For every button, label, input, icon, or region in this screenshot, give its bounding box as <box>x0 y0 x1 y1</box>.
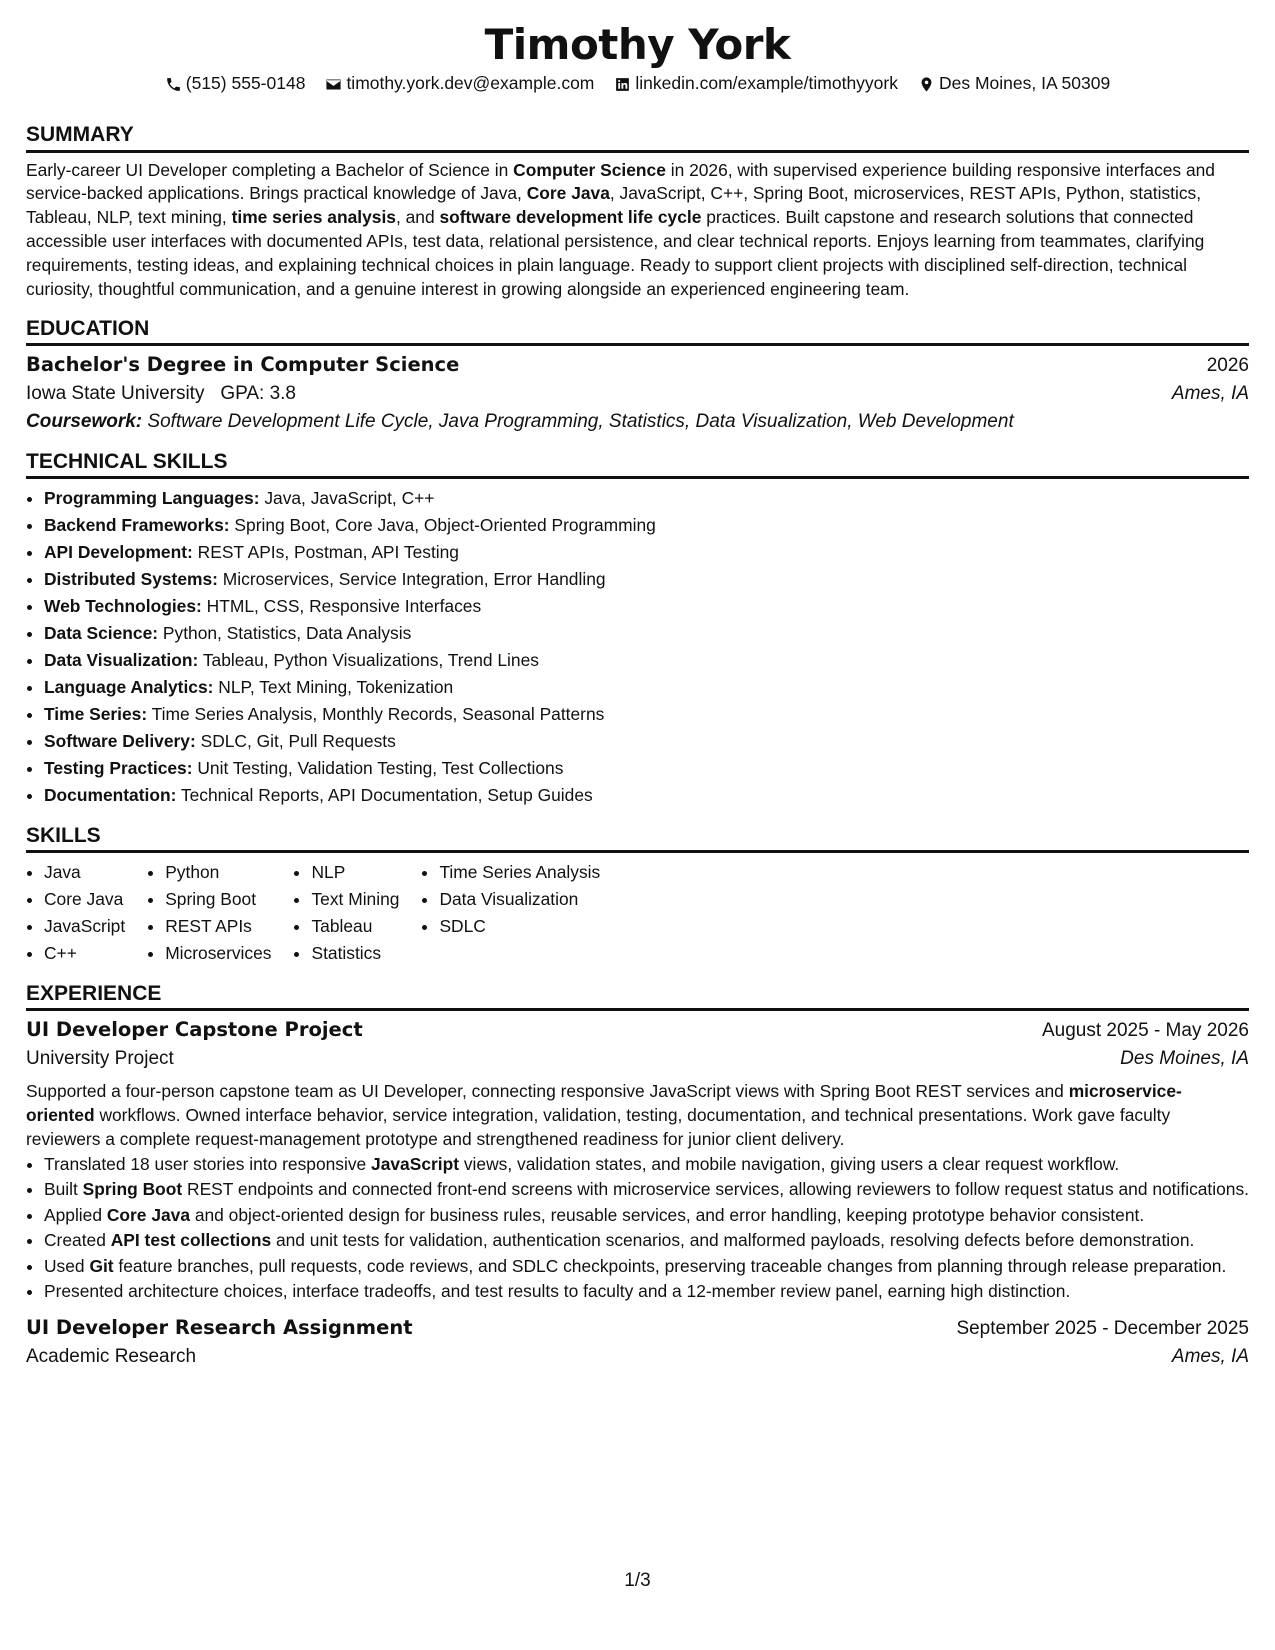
skill-values: SDLC, Git, Pull Requests <box>200 731 396 752</box>
list-item: • C++ <box>44 940 125 967</box>
contact-linkedin[interactable] <box>614 72 898 96</box>
job-location: Des Moines, IA <box>1120 1048 1249 1070</box>
skill-values: Java, JavaScript, C++ <box>264 488 435 509</box>
job-header <box>26 1017 1249 1044</box>
bullet-text: Created <box>44 1230 111 1251</box>
list-item <box>44 782 1249 809</box>
job-dates: September 2025 - December 2025 <box>956 1318 1249 1340</box>
list-item <box>44 1177 1249 1201</box>
phone-icon <box>165 76 182 93</box>
section-title-summary: SUMMARY <box>26 122 1249 152</box>
bullet-text: Applied <box>44 1204 107 1225</box>
bullet-bold: Git <box>89 1255 114 1276</box>
skill-values: Technical Reports, API Documentation, Setup Guides <box>180 785 593 806</box>
coursework-list: Software Development Life Cycle, Java Programming, Statistics, Data Visualization, Web Development <box>147 410 1014 432</box>
experience-section <box>26 981 1249 1370</box>
experience-entry <box>26 1017 1249 1303</box>
skills-column <box>293 859 399 967</box>
list-item <box>44 620 1249 647</box>
bullet-bold: API test collections <box>110 1230 272 1251</box>
skill-values: Python, Statistics, Data Analysis <box>162 623 412 644</box>
skill-category: Data Science: <box>44 623 159 644</box>
envelope-icon <box>325 76 342 93</box>
summary-part: in 2026, with supervised experience building responsive interfaces and service-backed applications. Brings practical knowledge of Java, <box>26 159 1215 204</box>
school-location: Ames, IA <box>1171 382 1249 404</box>
summary-section <box>26 122 1249 301</box>
contact-phone <box>165 72 306 96</box>
summary-part: practices. Built capstone and research solutions that connected accessible user interfaces with documented APIs, test data, relational persistence, and clear technical reports. Enjoys learning from teammates, clarifying requirements, testing ideas, and explaining technical choices in plain language. Ready to support client projects with disciplined self-direction, technical curiosity, thoughtful communication, and a genuine interest in growing alongside an experienced engineering team. <box>26 207 1205 299</box>
desc-bold: microservice-oriented <box>26 1081 1182 1126</box>
section-title-skills: SKILLS <box>26 823 1249 853</box>
skill-values: HTML, CSS, Responsive Interfaces <box>206 596 482 617</box>
linkedin-icon <box>614 76 631 93</box>
job-title: UI Developer Capstone Project <box>26 1018 363 1042</box>
list-item <box>44 566 1249 593</box>
summary-part: , and <box>395 207 440 228</box>
bullet-text: Presented architecture choices, interface tradeoffs, and test results to faculty and a 12-member review panel, earning high distinction. <box>44 1281 1071 1302</box>
summary-text <box>26 159 1249 302</box>
job-description <box>26 1080 1249 1152</box>
skill-values: Unit Testing, Validation Testing, Test Collections <box>197 758 564 779</box>
summary-bold: time series analysis <box>231 207 396 228</box>
list-item: • Tableau <box>311 913 399 940</box>
coursework <box>26 409 1249 435</box>
gpa: GPA: 3.8 <box>220 382 296 404</box>
list-item <box>44 755 1249 782</box>
job-header <box>26 1315 1249 1342</box>
skill-category: Data Visualization: <box>44 650 199 671</box>
bullet-text: views, validation states, and mobile navigation, giving users a clear request workflow. <box>459 1153 1120 1174</box>
list-item <box>44 1203 1249 1227</box>
skill-category: Testing Practices: <box>44 758 193 779</box>
skill-values: NLP, Text Mining, Tokenization <box>218 677 454 698</box>
skill-values: Time Series Analysis, Monthly Records, Seasonal Patterns <box>151 704 605 725</box>
skills-column <box>26 859 125 967</box>
bullet-text: Translated 18 user stories into responsive <box>44 1153 372 1174</box>
graduation-year: 2026 <box>1206 354 1249 376</box>
technical-skills-list <box>26 485 1249 809</box>
bullet-text: and unit tests for validation, authentication scenarios, and malformed payloads, resolving defects before demonstration. <box>271 1230 1195 1251</box>
education-section <box>26 316 1249 435</box>
section-title-experience: EXPERIENCE <box>26 981 1249 1011</box>
email-text[interactable]: timothy.york.dev@example.com <box>346 73 595 94</box>
bullet-text: and object-oriented design for business rules, reusable services, and error handling, keeping prototype behavior consistent. <box>190 1204 1145 1225</box>
list-item: • Java <box>44 859 125 886</box>
section-title-education: EDUCATION <box>26 316 1249 346</box>
list-item <box>44 647 1249 674</box>
skill-category: Documentation: <box>44 785 177 806</box>
job-org: University Project <box>26 1048 174 1070</box>
list-item <box>44 485 1249 512</box>
summary-bold: software development life cycle <box>439 207 702 228</box>
bullet-bold: Core Java <box>106 1204 190 1225</box>
skill-category: Software Delivery: <box>44 731 196 752</box>
skill-category: API Development: <box>44 542 193 563</box>
skill-category: Web Technologies: <box>44 596 202 617</box>
summary-bold: Computer Science <box>513 159 666 180</box>
list-item <box>44 728 1249 755</box>
list-item <box>44 1152 1249 1176</box>
page-number: 1/3 <box>624 1570 651 1591</box>
skill-category: Time Series: <box>44 704 148 725</box>
skills-section <box>26 823 1249 967</box>
job-bullets <box>26 1152 1249 1304</box>
list-item: • Text Mining <box>311 886 399 913</box>
school-name: Iowa State University <box>26 382 205 404</box>
bullet-bold: JavaScript <box>371 1153 460 1174</box>
experience-entry <box>26 1315 1249 1370</box>
list-item: • JavaScript <box>44 913 125 940</box>
skills-column <box>421 859 600 967</box>
coursework-label: Coursework: <box>26 410 143 432</box>
summary-part: , JavaScript, C++, Spring Boot, microservices, REST APIs, Python, statistics, Tableau, NLP, text mining, <box>26 183 1202 228</box>
list-item: • REST APIs <box>165 913 271 940</box>
linkedin-text[interactable]: linkedin.com/example/timothyyork <box>635 73 898 94</box>
skills-column <box>147 859 271 967</box>
map-pin-icon <box>918 76 935 93</box>
resume-page <box>26 20 1249 1385</box>
bullet-text: Built <box>44 1179 83 1200</box>
job-org: Academic Research <box>26 1346 197 1368</box>
list-item <box>44 674 1249 701</box>
bullet-text: Used <box>44 1255 90 1276</box>
list-item: • Microservices <box>165 940 271 967</box>
job-location: Ames, IA <box>1171 1346 1249 1368</box>
section-title-technical-skills: TECHNICAL SKILLS <box>26 449 1249 479</box>
job-subheader <box>26 1046 1249 1072</box>
education-header <box>26 352 1249 379</box>
skill-values: Spring Boot, Core Java, Object-Oriented Programming <box>234 515 656 536</box>
degree-title: Bachelor's Degree in Computer Science <box>26 352 460 376</box>
contact-location <box>918 72 1110 96</box>
technical-skills-section <box>26 449 1249 809</box>
education-subheader <box>26 381 1249 407</box>
skills-grid <box>26 859 1249 967</box>
bullet-bold: Spring Boot <box>82 1179 183 1200</box>
location-text: Des Moines, IA 50309 <box>939 73 1111 94</box>
desc-part: workflows. Owned interface behavior, service integration, validation, testing, documentation, and technical presentations. Work gave faculty reviewers a complete request-management prototype and strengthened readiness for junior client delivery. <box>26 1105 1171 1150</box>
list-item <box>44 1254 1249 1278</box>
list-item <box>44 593 1249 620</box>
list-item: • SDLC <box>439 913 600 940</box>
phone-text: (515) 555-0148 <box>185 73 306 94</box>
list-item: • Core Java <box>44 886 125 913</box>
list-item <box>44 1279 1249 1303</box>
skill-values: Microservices, Service Integration, Error Handling <box>222 569 606 590</box>
list-item <box>44 512 1249 539</box>
list-item <box>44 701 1249 728</box>
job-title: UI Developer Research Assignment <box>26 1316 413 1340</box>
summary-part: Early-career UI Developer completing a Bachelor of Science in <box>26 159 514 180</box>
contact-email[interactable] <box>325 72 594 96</box>
school-line <box>26 381 296 407</box>
skill-category: Language Analytics: <box>44 677 214 698</box>
contact-line <box>26 72 1249 96</box>
desc-part: Supported a four-person capstone team as UI Developer, connecting responsive JavaScript views with Spring Boot REST services and <box>26 1081 1069 1102</box>
bullet-text: feature branches, pull requests, code reviews, and SDLC checkpoints, preserving traceable changes from planning through release preparation. <box>113 1255 1227 1276</box>
summary-bold: Core Java <box>526 183 610 204</box>
list-item <box>44 1228 1249 1252</box>
list-item: • Time Series Analysis <box>439 859 600 886</box>
candidate-name: Timothy York <box>484 20 791 69</box>
list-item: • Statistics <box>311 940 399 967</box>
skill-category: Backend Frameworks: <box>44 515 230 536</box>
skill-values: REST APIs, Postman, API Testing <box>197 542 459 563</box>
list-item: • Python <box>165 859 271 886</box>
list-item: • Data Visualization <box>439 886 600 913</box>
skill-values: Tableau, Python Visualizations, Trend Lines <box>202 650 539 671</box>
skill-category: Programming Languages: <box>44 488 260 509</box>
list-item: • Spring Boot <box>165 886 271 913</box>
bullet-text: REST endpoints and connected front-end screens with microservice services, allowing reviewers to follow request status and notifications. <box>182 1179 1249 1200</box>
list-item: • NLP <box>311 859 399 886</box>
job-dates: August 2025 - May 2026 <box>1041 1020 1249 1042</box>
job-subheader <box>26 1344 1249 1370</box>
skill-category: Distributed Systems: <box>44 569 218 590</box>
list-item <box>44 539 1249 566</box>
